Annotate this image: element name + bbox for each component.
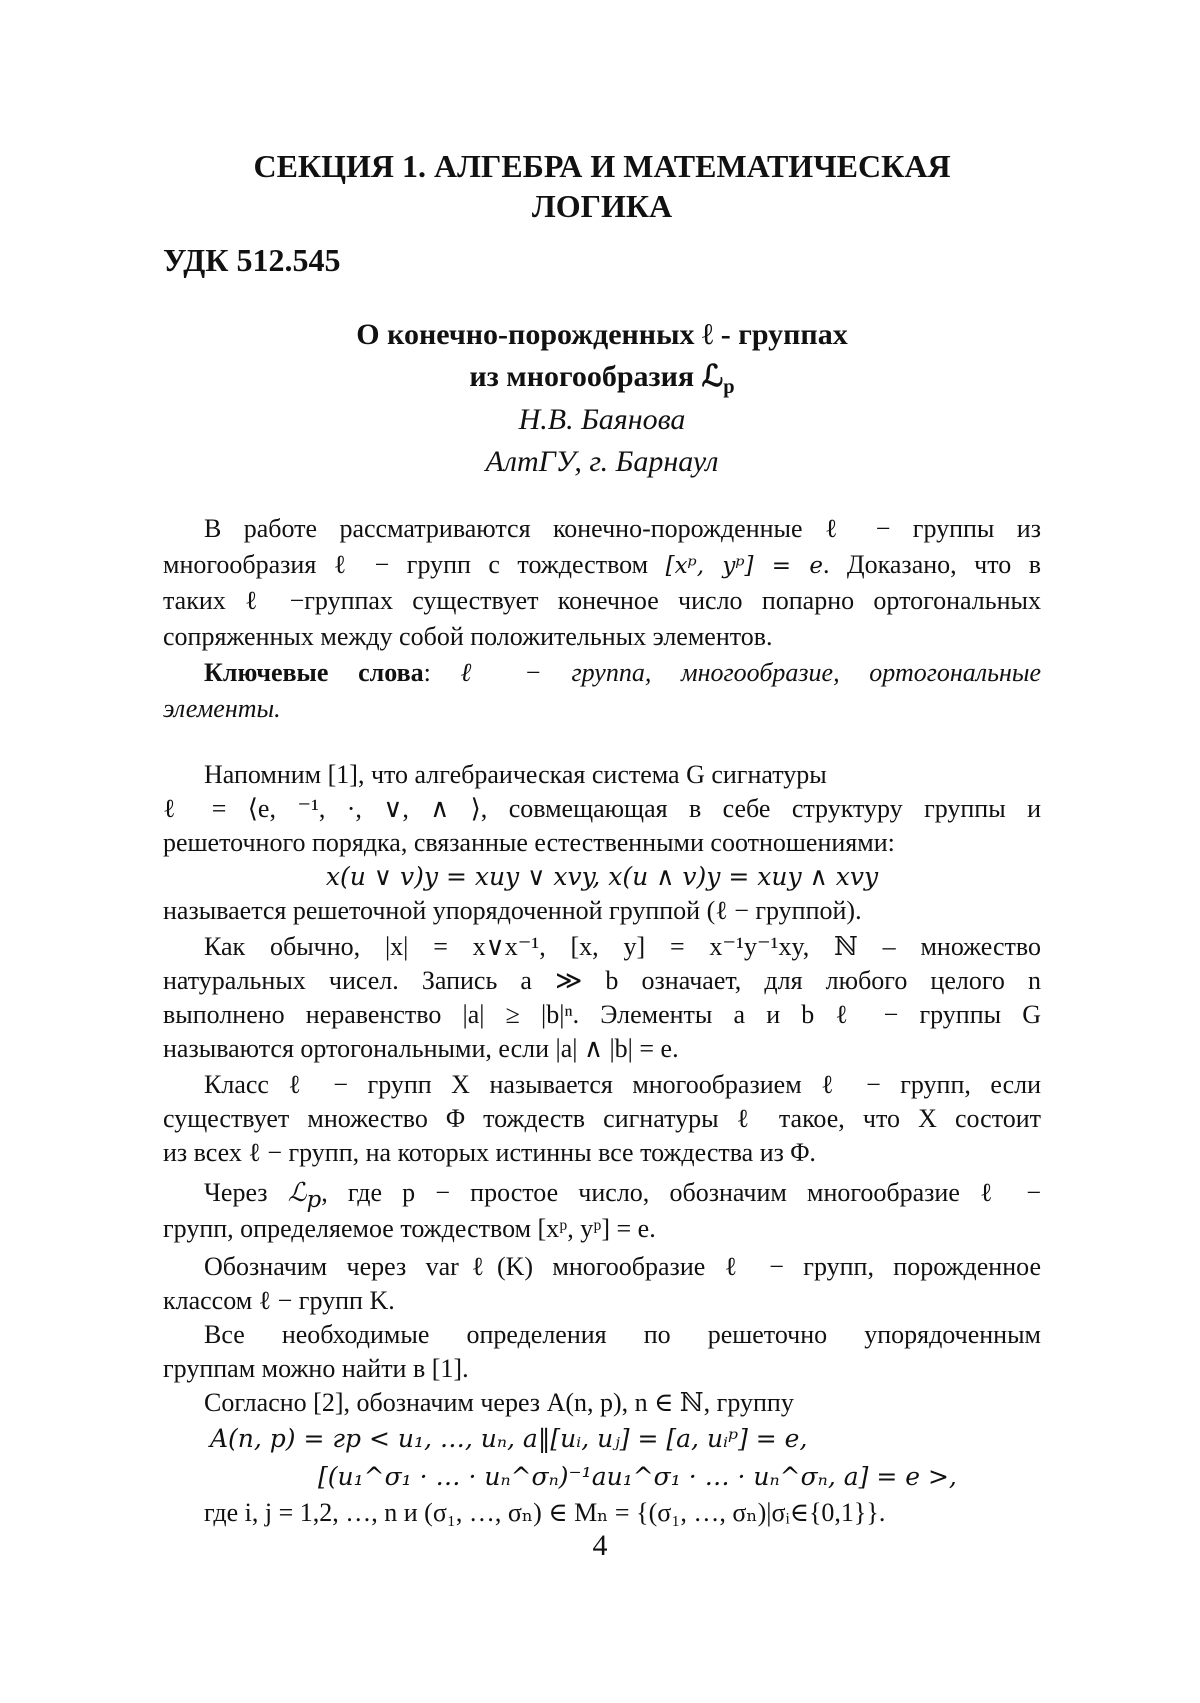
article-title-line2: из многообразия ℒ$_p$ [469,360,735,398]
p3-line1: Класс ℓ − групп X называется многообразием ℓ − групп, если [204,1070,1041,1099]
p4-line2: групп, определяемое тождеством [xᵖ, yᵖ] = e. [163,1214,656,1243]
section-heading-line2: ЛОГИКА [531,188,673,224]
page-number: 4 [592,1529,608,1562]
p7-line1: Согласно [2], обозначим через A(n, p), n ∈ ℕ, группу [204,1388,794,1417]
p1-line3: решеточного порядка, связанные естественными соотношениями: [163,828,895,857]
identity-formula: [xᵖ, yᵖ] = e [665,553,823,579]
article-title-line1: О конечно-порожденных ℓ - группах [356,318,848,351]
p1-line1: Напомним [1], что алгебраическая система G сигнатуры [204,760,827,789]
p6-line2: группам можно найти в [1]. [163,1354,469,1383]
p3-line2: существует множество Φ тождеств сигнатуры ℓ такое, что X состоит [163,1104,1041,1133]
p3-line3: из всех ℓ − групп, на которых истинны все тождества из Φ. [163,1138,816,1167]
p6-line1: Все необходимые определения по решеточно упорядоченным [204,1320,1041,1349]
p1-line4: называется решеточной упорядоченной группой (ℓ − группой). [163,896,862,925]
abstract-line1: В работе рассматриваются конечно-порожденные ℓ − группы из [204,514,1041,543]
abstract-line2: многообразия ℓ − групп с тождеством [xᵖ, yᵖ] = e. Доказано, что в [163,550,1041,579]
keywords-label: Ключевые слова [204,658,424,687]
equation-index-set: где i, j = 1,2, …, n и (σ₁, …, σₙ) ∈ Mₙ = {(σ₁, …, σₙ)|σᵢ∈{0,1}}. [204,1498,886,1527]
author-name: Н.В. Баянова [518,403,686,436]
keywords-line2: элементы. [163,694,281,723]
p1-line2: ℓ = ⟨e, ⁻¹, ·, ∨, ∧ ⟩, совмещающая в себе структуру группы и [163,794,1041,823]
keywords-line1: Ключевые слова: ℓ − группа, многообразие, ортогональные [204,658,1041,687]
equation-group-def-line2: [(u₁^σ₁ · … · uₙ^σₙ)⁻¹au₁^σ₁ · … · uₙ^σₙ, a] = e >, [318,1462,957,1491]
section-heading-line1: СЕКЦИЯ 1. АЛГЕБРА И МАТЕМАТИЧЕСКАЯ [253,148,951,184]
p4-line1: Через ℒ$_p$, где p − простое число, обозначим многообразие ℓ − [204,1178,1041,1214]
abstract-line4: сопряженных между собой положительных элементов. [163,622,773,651]
equation-group-def-line1: A(n, p) = гр < u₁, …, uₙ, a‖[uᵢ, uⱼ] = [a, uᵢᵖ] = e, [210,1424,808,1453]
p2-line4: называются ортогональными, если |a| ∧ |b| = e. [163,1034,679,1063]
p5-line2: классом ℓ − групп K. [163,1286,395,1315]
p2-line3: выполнено неравенство |a| ≥ |b|ⁿ. Элементы a и b ℓ − группы G [163,1000,1041,1029]
p2-line1: Как обычно, |x| = x∨x⁻¹, [x, y] = x⁻¹y⁻¹xy, ℕ – множество [204,932,1041,961]
equation-distributivity: x(u ∨ v)y = xuy ∨ xvy, x(u ∧ v)y = xuy ∧ xvy [325,862,879,891]
author-affiliation: АлтГУ, г. Барнаул [485,445,719,478]
p2-line2: натуральных чисел. Запись a ≫ b означает, для любого целого n [163,966,1041,995]
p5-line1: Обозначим через varℓ(K) многообразие ℓ − групп, порожденное [204,1252,1041,1281]
abstract-line3: таких ℓ −группах существует конечное число попарно ортогональных [163,586,1041,615]
udc-code: УДК 512.545 [163,242,341,278]
